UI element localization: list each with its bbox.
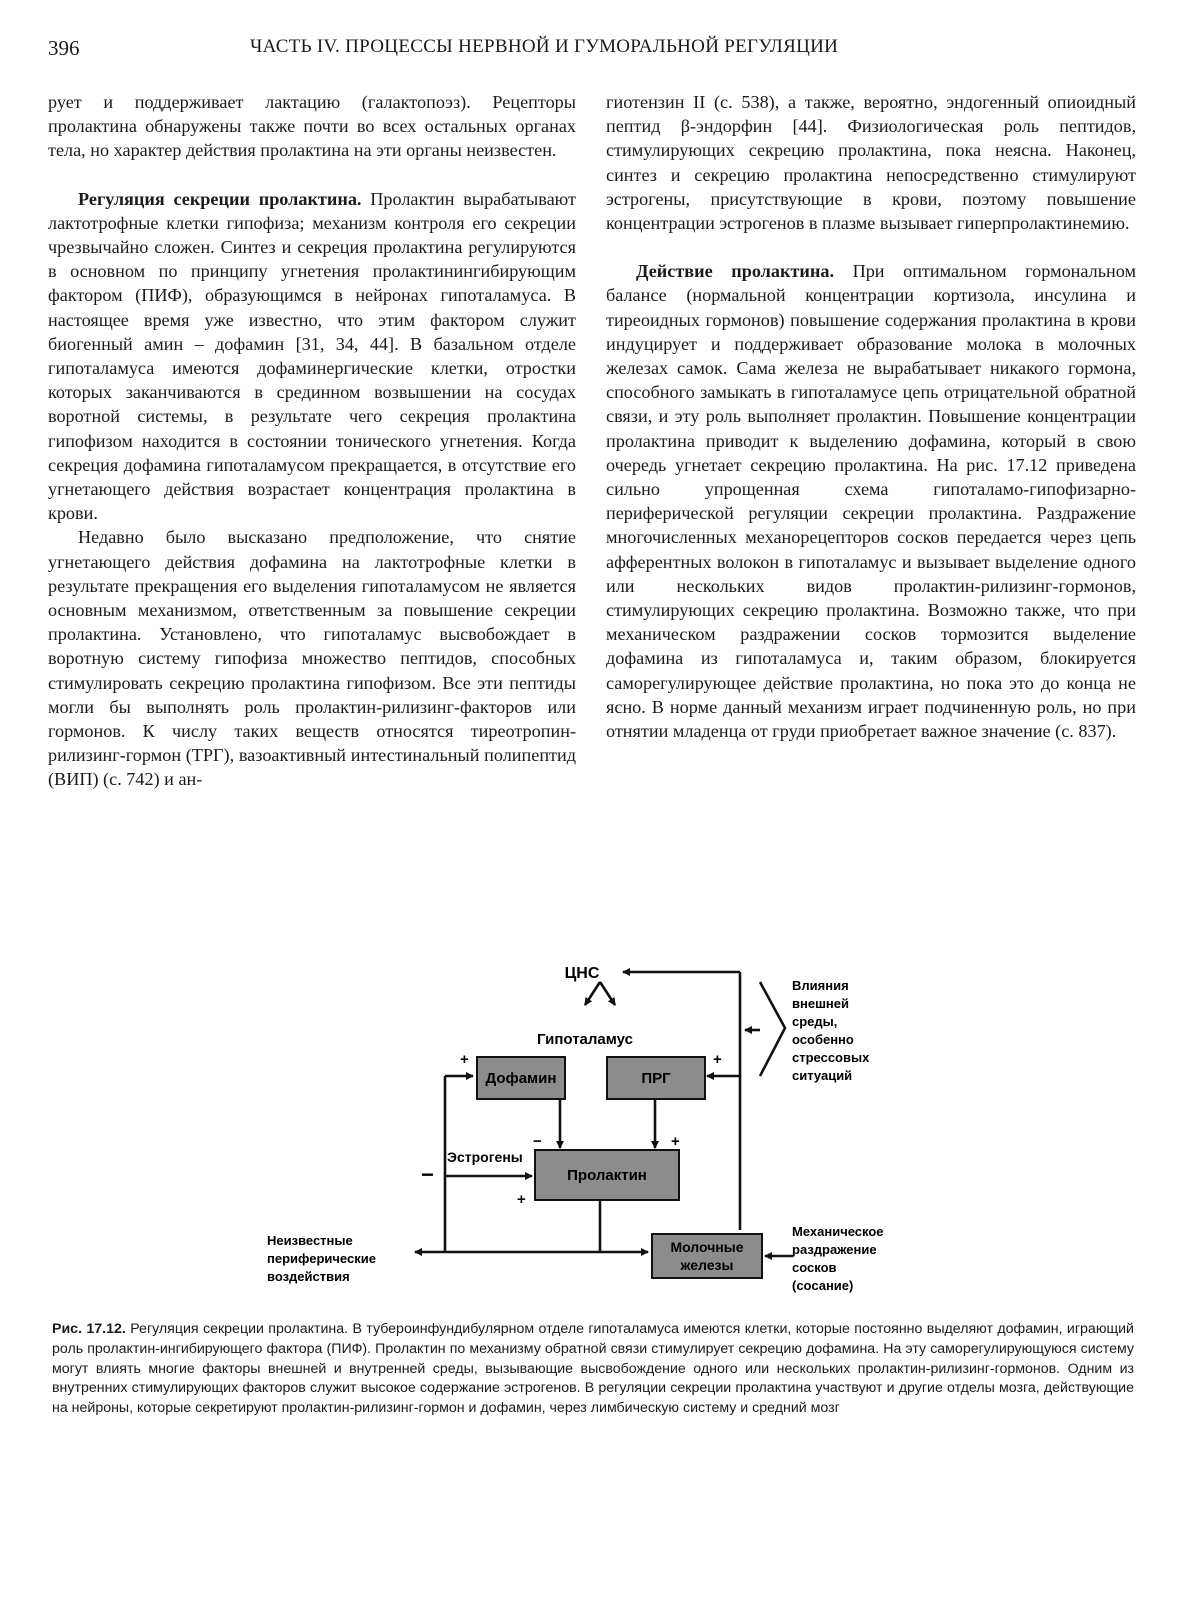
paragraph-text: Пролактин вырабатывают лактотрофные клетки гипофиза; механизм контроля его секреции чрезвычайно сложен. Синтез и секреция пролактина регулируются в основном по принципу угнетения пролактинингибирующим фактором (ПИФ), образующимся в нейронах гипоталамуса. В настоящее время уже известно, что этим фактором служит биогенный амин – дофамин [31, 34, 44]. В базальном отделе гипоталамуса имеются дофаминергические клетки, отростки которых заканчиваются в срединном возвышении на сосудах воротной системы, в результате чего секреция пролактина гипофизом находится в состоянии тонического угнетения. Когда секреция дофамина гипоталамусом прекращается, в отсутствие его угнетающего действия возрастает концентрация пролактина в крови. [48, 188, 576, 524]
environment-label-line2: внешней [792, 996, 849, 1011]
unknown-label-line1: Неизвестные [267, 1233, 353, 1248]
page-number: 396 [48, 36, 80, 60]
mammary-label-line2: железы [680, 1257, 734, 1273]
paragraph: гиотензин II (с. 538), а также, вероятно, эндогенный опиоидный пептид β-эндорфин [44]. Физиологическая роль пептидов, стимулирующих секрецию пролактина, пока неясна. Наконец, синтез и секрецию пролактина непосредственно стимулируют эстрогены, присутствующие в крови, поэтому повышение концентрации эстрогенов в плазме вызывает гиперпролактинемию. [606, 92, 1136, 234]
section-heading: Регуляция секреции пролактина. [78, 188, 362, 209]
environment-label-line6: ситуаций [792, 1068, 853, 1083]
unknown-label-line2: периферические [267, 1251, 376, 1266]
prg-label: ПРГ [641, 1070, 671, 1087]
plus-sign: + [713, 1051, 722, 1068]
hypothalamus-label: Гипоталамус [537, 1031, 633, 1048]
right-column [606, 90, 1136, 743]
section-heading: Действие пролактина. [636, 261, 834, 282]
mechanical-label-line3: сосков [792, 1260, 837, 1275]
figure-caption [52, 1320, 1134, 1419]
left-column [48, 90, 576, 792]
running-title: ЧАСТЬ IV. ПРОЦЕССЫ НЕРВНОЙ И ГУМОРАЛЬНОЙ РЕГУЛЯЦИИ [250, 36, 839, 57]
mechanical-label-line4: (сосание) [792, 1278, 854, 1293]
mechanical-label-line1: Механическое [792, 1224, 884, 1239]
cns-arrow-right [600, 982, 615, 1005]
paragraph: рует и поддерживает лактацию (галактопоэз). Рецепторы пролактина обнаружены также почти во всех остальных органах тела, но характер действия пролактина на эти органы неизвестен. [48, 92, 576, 161]
minus-sign: − [421, 1162, 434, 1187]
figure-label: Рис. 17.12. [52, 1321, 126, 1337]
unknown-label-line3: воздействия [267, 1269, 350, 1284]
mechanical-label-line2: раздражение [792, 1242, 877, 1257]
estrogens-label: Эстрогены [447, 1149, 523, 1165]
caption-text: Регуляция секреции пролактина. В тубероинфундибулярном отделе гипоталамуса имеются клетки, которые постоянно выделяют дофамин, играющий роль пролактин-ингибирующего фактора (ПИФ). Пролактин по механизму обратной связи стимулирует секрецию дофамина. На эту саморегулирующуюся систему могут влиять многие факторы внешней и внутренней среды, вызывающие высвобождение одного или нескольких пролактин-рилизинг-гормонов. Одним из внутренних стимулирующих факторов служит высокое содержание эстрогенов. В регуляции секреции пролактина участвуют и другие отделы мозга, действующие на нейроны, которые секретируют пролактин-рилизинг-гормон и дофамин, через лимбическую систему и средний мозг [52, 1321, 1134, 1417]
paragraph [606, 259, 1136, 743]
minus-sign: − [533, 1133, 542, 1150]
plus-sign: + [671, 1133, 680, 1150]
prolactin-regulation-diagram [255, 960, 955, 1305]
prolactin-label: Пролактин [567, 1167, 647, 1184]
plus-sign: + [460, 1051, 469, 1068]
mammary-label-line1: Молочные [670, 1239, 744, 1255]
paragraph: Недавно было высказано предположение, что снятие угнетающего действия дофамина на лактотрофные клетки в результате прекращения его выделения гипоталамусом не является основным механизмом, ответственным за повышение секреции пролактина. Установлено, что гипоталамус высвобождает в воротную систему гипофиза множество пептидов, способных стимулировать секрецию пролактина гипофизом. Все эти пептиды могли бы выполнять роль пролактин-рилизинг-факторов или гормонов. К числу таких веществ относятся тиреотропин-рилизинг-гормон (ТРГ), вазоактивный интестинальный полипептид (ВИП) (с. 742) и ан- [48, 527, 576, 790]
environment-bracket [760, 982, 785, 1076]
environment-label-line3: среды, [792, 1014, 838, 1029]
paragraph [48, 187, 576, 526]
environment-label-line5: стрессовых [792, 1050, 870, 1065]
cns-label: ЦНС [564, 965, 600, 982]
paragraph-text: При оптимальном гормональном балансе (нормальной концентрации кортизола, инсулина и тиреоидных гормонов) повышение содержания пролактина в крови индуцирует и поддерживает образование молока в молочных железах самок. Сама железа не вырабатывает никакого гормона, способного замыкать в гипоталамусе цепь отрицательной обратной связи, и эту роль выполняет пролактин. Повышение концентрации пролактина приводит к выделению дофамина, который в свою очередь угнетает секрецию пролактина. На рис. 17.12 приведена сильно упрощенная схема гипоталамо-гипофизарно-периферической регуляции секреции пролактина. Раздражение многочисленных механорецепторов сосков передается через цепь афферентных волокон в гипоталамус и вызывает выделение одного или нескольких видов пролактин-рилизинг-гормонов, стимулирующих секрецию пролактина. Возможно также, что при механическом раздражении сосков тормозится выделение дофамина из гипоталамуса и, таким образом, блокируется саморегулирующее действие пролактина, но пока это до конца не ясно. В норме данный механизм играет подчиненную роль, но при отнятии младенца от груди приобретает важное значение (с. 837). [606, 261, 1137, 742]
dopamine-label: Дофамин [485, 1070, 557, 1087]
environment-label-line1: Влияния [792, 978, 849, 993]
cns-arrow-left [585, 982, 600, 1005]
plus-sign: + [517, 1191, 526, 1208]
environment-label-line4: особенно [792, 1032, 854, 1047]
